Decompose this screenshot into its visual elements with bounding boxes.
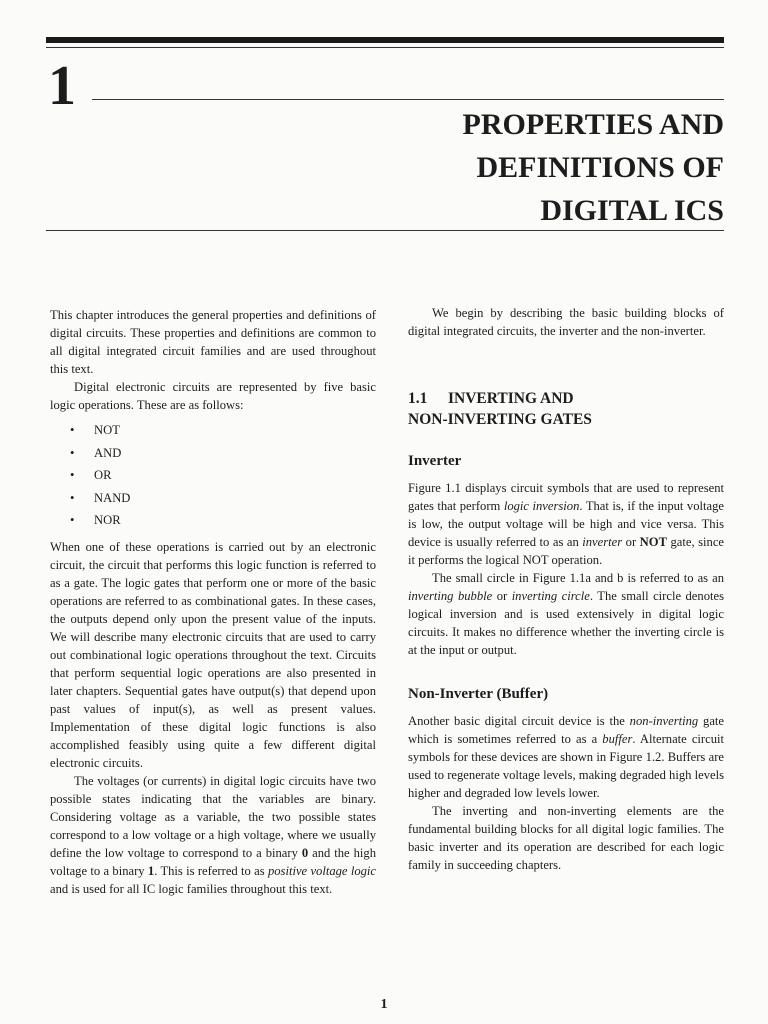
text-run-italic: non-inverting bbox=[629, 714, 699, 728]
subsection-heading: Inverter bbox=[408, 453, 462, 469]
text-run-bold: 0 bbox=[301, 845, 309, 860]
operations-list bbox=[70, 419, 376, 532]
text-run-italic: inverting circle bbox=[511, 589, 590, 603]
title-rule bbox=[46, 230, 724, 231]
left-column bbox=[50, 306, 376, 898]
paragraph: When one of these operations is carried out by an electronic circuit, the circuit that performs this logic function is referred to as a gate. The logic gates that perform one or more of the basic operations are referred to as combinational gates. In these cases, the outputs depend only upon the present value of the inputs. We will describe many electronic circuits that are used to carry out combinational logic operations throughout the text. Circuits that perform sequential logic operations are also presented in later chapters. Sequential gates have output(s) that depend upon past values of input(s), as well as present values. Implementation of these digital logic functions is also accomplished feasibly using quite a few different digital electronic circuits. bbox=[50, 539, 376, 770]
section-title-line: INVERTING AND bbox=[448, 390, 574, 407]
paragraph: The inverting and non-inverting elements are the fundamental building blocks for all digital logic families. The basic inverter and its operation are described for each logic family in succeeding chapters. bbox=[408, 804, 724, 872]
text-run-italic: buffer bbox=[602, 732, 633, 746]
text-run-bold: 1 bbox=[147, 863, 155, 878]
text-run: . Alternate circuit symbols for these devices are shown in Figure 1.2. Buffers are used to regenerate voltage levels, making degraded high levels higher and degraded low levels lower. bbox=[408, 732, 724, 800]
chapter-title-line: DEFINITIONS OF bbox=[476, 151, 724, 184]
text-run-bold: NOT bbox=[639, 535, 667, 549]
text-run: or bbox=[622, 535, 640, 549]
top-thin-rule bbox=[46, 47, 724, 48]
text-run: The voltages (or currents) in digital logic circuits have two possible states indicating that the variables are binary. Considering voltage as a variable, the two possible states correspond to a low voltage or a high voltage, where we usually define the low voltage to correspond to a binary bbox=[50, 773, 376, 860]
paragraph: Digital electronic circuits are represented by five basic logic operations. These are as follows: bbox=[50, 380, 376, 412]
text-run: . This is referred to as bbox=[154, 863, 268, 878]
top-thick-rule bbox=[46, 37, 724, 43]
chapter-title-line: PROPERTIES AND bbox=[462, 108, 724, 141]
list-item: • NAND bbox=[70, 487, 376, 510]
chapter-title-line: DIGITAL ICS bbox=[540, 194, 724, 227]
text-run: . The small circle denotes logical inversion and is used extensively in digital logic circuits. It makes no difference whether the inverting circle is at the input or output. bbox=[408, 589, 724, 657]
text-run: and is used for all IC logic families throughout this text. bbox=[50, 881, 333, 896]
paragraph bbox=[408, 479, 724, 569]
subsection-heading: Non-Inverter (Buffer) bbox=[408, 686, 549, 702]
text-run: or bbox=[492, 589, 512, 603]
text-run: The small circle in Figure 1.1a and b is referred to as an bbox=[432, 571, 724, 585]
chapter-number: 1 bbox=[48, 55, 76, 117]
text-run: Figure 1.1 displays circuit symbols that are used to represent gates that perform bbox=[408, 481, 724, 513]
paragraph: We begin by describing the basic building blocks of digital integrated circuits, the inverter and the non-inverter. bbox=[408, 306, 724, 338]
list-item: • NOR bbox=[70, 509, 376, 532]
section-number: 1.1 bbox=[408, 390, 428, 407]
text-run: gate which is sometimes referred to as a bbox=[408, 714, 724, 746]
text-run: . That is, if the input voltage is low, the output voltage will be high and vice versa. This device is usually referred to as an bbox=[408, 499, 724, 549]
section-title-line: NON-INVERTING GATES bbox=[408, 411, 592, 428]
list-item: • OR bbox=[70, 464, 376, 487]
text-run-italic: inverter bbox=[582, 535, 623, 549]
text-run: and the high voltage to a binary bbox=[50, 845, 377, 878]
chapter-number-rule bbox=[92, 99, 724, 100]
chapter-title bbox=[463, 103, 725, 232]
section-heading bbox=[408, 388, 724, 430]
list-item: • AND bbox=[70, 442, 376, 465]
right-column bbox=[408, 304, 724, 874]
text-run-italic: logic inversion bbox=[503, 499, 580, 513]
list-item: • NOT bbox=[70, 419, 376, 442]
text-run-italic: inverting bubble bbox=[408, 589, 493, 603]
text-run: gate, since it performs the logical NOT operation. bbox=[408, 535, 724, 567]
text-run-italic: positive voltage logic bbox=[267, 863, 377, 878]
paragraph bbox=[50, 772, 376, 898]
paragraph: This chapter introduces the general properties and definitions of digital circuits. These properties and definitions are common to all digital integrated circuit families and are used throughout this text. bbox=[50, 308, 376, 376]
paragraph bbox=[408, 712, 724, 802]
paragraph bbox=[408, 569, 724, 659]
text-run: Another basic digital circuit device is the bbox=[408, 714, 630, 728]
page-number: 1 bbox=[380, 997, 388, 1012]
